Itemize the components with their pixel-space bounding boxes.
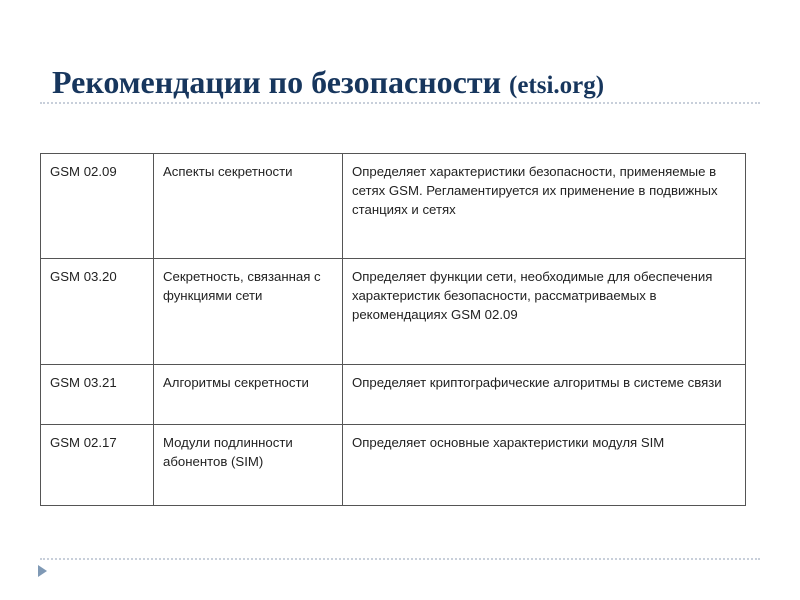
slide-title-source: (etsi.org) [509, 72, 605, 99]
table-row [41, 259, 746, 365]
table-row [41, 365, 746, 425]
description-cell: Определяет криптографические алгоритмы в системе связи [343, 365, 746, 425]
table-row [41, 154, 746, 259]
description-cell: Определяет функции сети, необходимые для обеспечения характеристик безопасности, рассматриваемых в рекомендациях GSM 02.09 [343, 259, 746, 365]
triangle-bullet-icon [38, 565, 47, 577]
security-recommendations-table [40, 153, 746, 506]
standard-cell: GSM 02.09 [41, 154, 154, 259]
name-cell: Модули подлинности абонентов (SIM) [154, 425, 343, 506]
name-cell: Алгоритмы секретности [154, 365, 343, 425]
name-cell: Аспекты секретности [154, 154, 343, 259]
description-cell: Определяет основные характеристики модуля SIM [343, 425, 746, 506]
standard-cell: GSM 03.21 [41, 365, 154, 425]
standard-cell: GSM 02.17 [41, 425, 154, 506]
footer-divider [40, 558, 760, 560]
description-cell: Определяет характеристики безопасности, применяемые в сетях GSM. Регламентируется их применение в подвижных станциях и сетях [343, 154, 746, 259]
title-divider [40, 102, 760, 104]
table-row [41, 425, 746, 506]
slide-title-main: Рекомендации по безопасности [52, 64, 509, 100]
slide-title [52, 62, 772, 106]
standard-cell: GSM 03.20 [41, 259, 154, 365]
name-cell: Секретность, связанная с функциями сети [154, 259, 343, 365]
